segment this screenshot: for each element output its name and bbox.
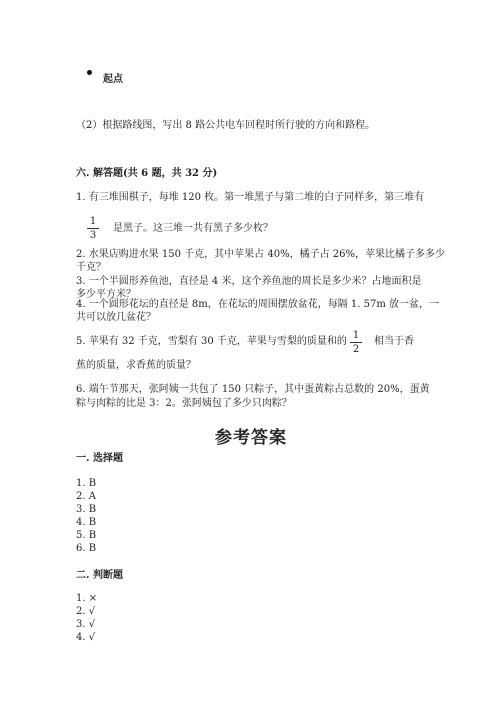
judge-section-heading: 二. 判断题 [76,570,123,581]
fraction-numerator: 1 [352,330,360,341]
fraction-denominator: 3 [89,230,97,241]
choice-answer-item: 5. B [76,530,97,541]
problem-2-line-2: 千克？ [76,262,106,273]
choice-answer-item: 1. B [76,478,97,489]
problem-3-line-1: 3. 一个半圆形养鱼池，直径是 4 米，这个养鱼池的周长是多少米？占地面积是 [76,276,422,287]
problem-6-line-2: 粽与肉粽的比是 3：2。张阿姨包了多少只肉粽？ [76,398,292,409]
problem-5-line-2: 蕉的质量，求香蕉的质量？ [76,360,196,371]
problem-2-line-1: 2. 水果店购进水果 150 千克，其中苹果占 40%，橘子占 26%，苹果比橘子多多少 [76,249,445,260]
answer-key-title: 参考答案 [215,428,287,448]
problem-5-line-1-end: 相当于香 [374,336,414,347]
judge-answer-item: 4. √ [76,632,96,643]
choice-answer-item: 4. B [76,517,97,528]
section-6-heading: 六. 解答题(共 6 题，共 32 分) [76,168,218,179]
choice-section-heading: 一. 选择题 [76,453,123,464]
judge-answer-item: 3. √ [76,619,96,630]
problem-1-line-1: 1. 有三堆围棋子，每堆 120 枚。第一堆黑子与第二堆的白子同样多，第三堆有 [76,192,425,203]
judge-answer-item: 2. √ [76,606,96,617]
problem-4-line-1: 4. 一个圆形花坛的直径是 8m，在花坛的周围摆放盆花，每隔 1. 57m 放一盆，一 [76,299,440,310]
fraction-bar [87,228,99,229]
route-start-dot [87,70,92,75]
question-2-text: （2）根据路线图，写出 8 路公共电车回程时所行驶的方向和路程。 [76,120,376,131]
problem-1-line-2: 是黑子。这三堆一共有黑子多少枚？ [113,223,273,234]
fraction-bar [350,342,362,343]
problem-6-line-1: 6. 端午节那天，张阿姨一共包了 150 只粽子，其中蛋黄粽占总数的 20%，蛋黄 [76,384,430,395]
start-point-label: 起点 [103,74,123,85]
problem-5-fraction [350,330,362,355]
choice-answer-item: 2. A [76,491,96,502]
choice-answer-item: 6. B [76,543,97,554]
problem-1-fraction [87,216,99,241]
problem-3-line-2: 多少平方米？ [76,289,136,300]
fraction-denominator: 2 [352,344,360,355]
fraction-numerator: 1 [89,216,97,227]
choice-answer-item: 3. B [76,504,97,515]
problem-5-line-1: 5. 苹果有 32 千克，雪梨有 30 千克，苹果与雪梨的质量和的 [76,336,347,347]
judge-answer-item: 1. × [76,593,98,604]
problem-4-line-2: 共可以放几盆花？ [76,312,156,323]
